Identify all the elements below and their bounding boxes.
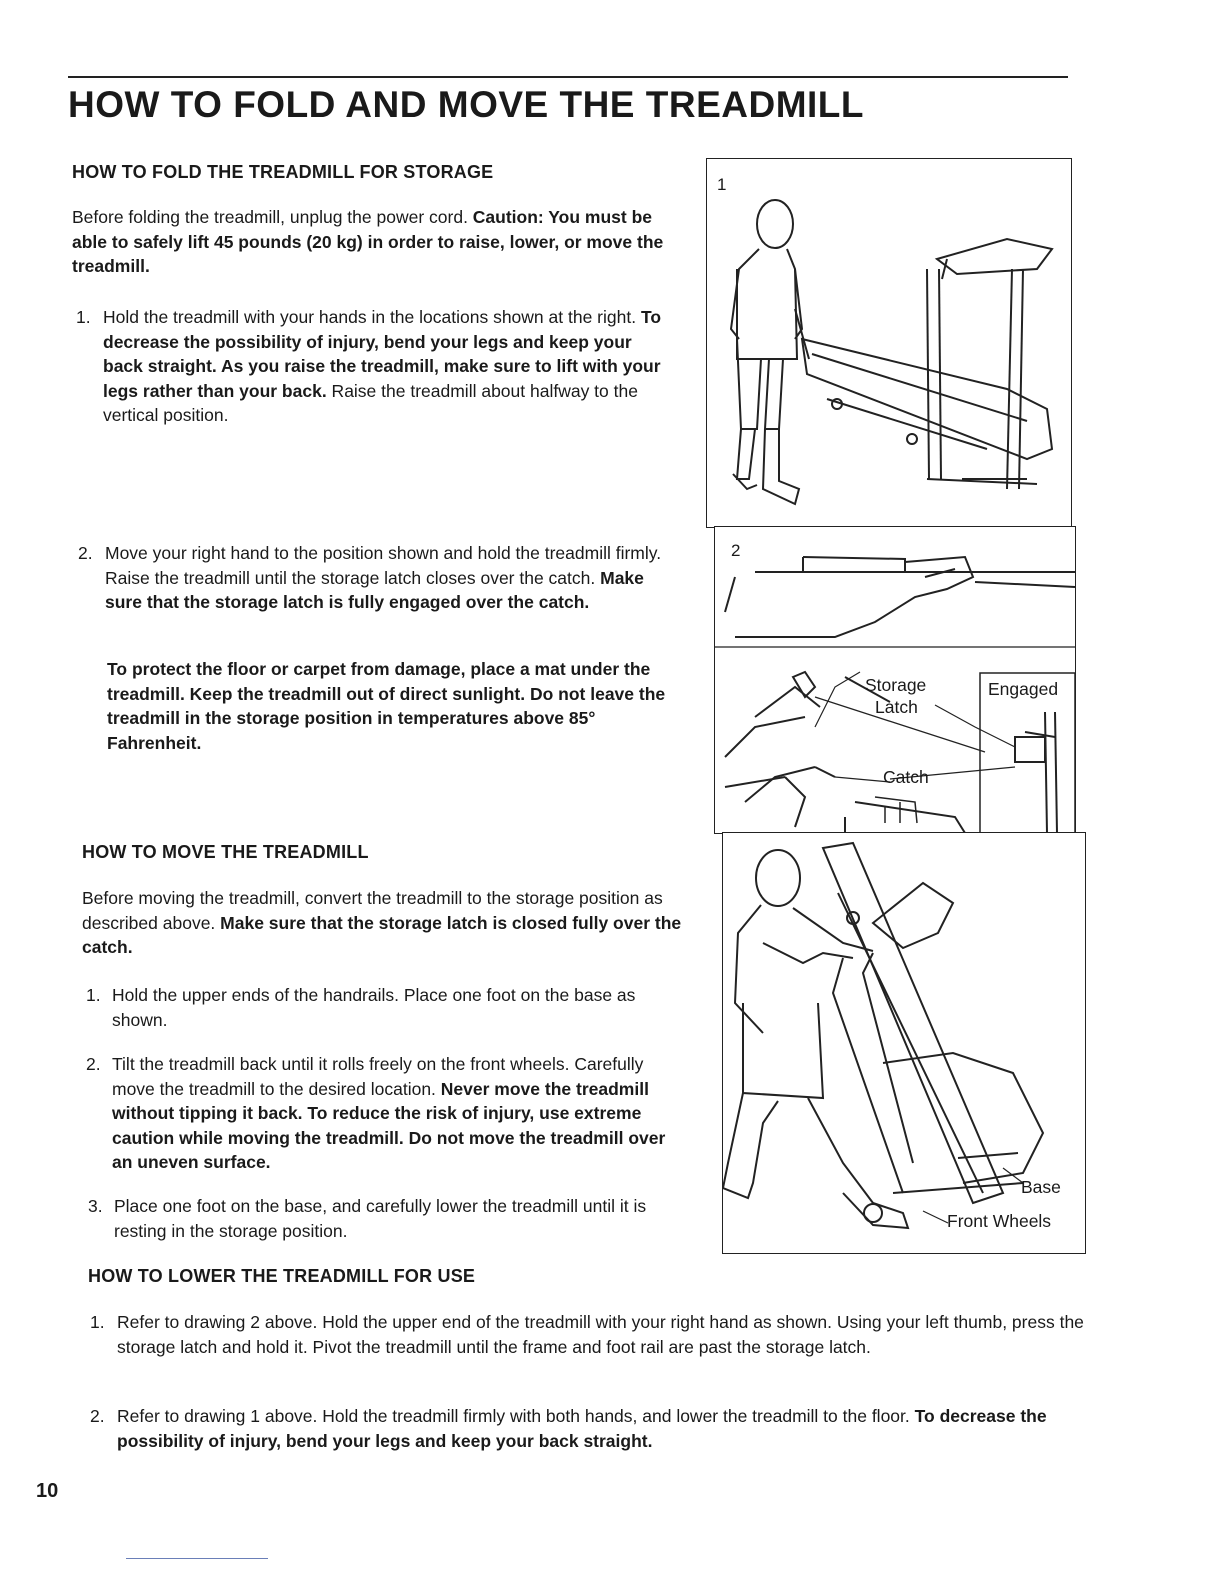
figure-2 xyxy=(714,526,1076,834)
fold-step2 xyxy=(105,541,675,615)
move-intro-bold: Make sure that the storage latch is closed fully over the catch. xyxy=(82,912,682,957)
fold-step1-number: 1. xyxy=(76,307,91,327)
move-step2-number: 2. xyxy=(86,1054,101,1074)
label-engaged: Engaged xyxy=(988,679,1059,699)
fold-step1 xyxy=(103,305,673,428)
label-latch: Latch xyxy=(875,697,918,717)
page-title: HOW TO FOLD AND MOVE THE TREADMILL xyxy=(68,84,865,125)
lower-heading: HOW TO LOWER THE TREADMILL FOR USE xyxy=(88,1266,476,1286)
lower-step2-b: To decrease the possibility of injury, bend your legs and keep your back straight. xyxy=(117,1406,1047,1451)
lower-step2-a: Refer to drawing 1 above. Hold the treadmill firmly with both hands, and lower the treadmill to the floor. xyxy=(117,1406,915,1426)
fold-step2-number: 2. xyxy=(78,543,93,563)
figure-1 xyxy=(706,158,1072,528)
move-step2-a: Tilt the treadmill back until it rolls freely on the front wheels. Carefully move the treadmill to the desired location. xyxy=(112,1054,644,1099)
fold-intro xyxy=(72,205,672,279)
move-intro-normal: Before moving the treadmill, convert the treadmill to the storage position as described above. xyxy=(82,888,663,933)
label-storage: Storage xyxy=(865,675,927,695)
fold-intro-caution: Caution: You must be able to safely lift 45 pounds (20 kg) in order to raise, lower, or move the treadmill. xyxy=(72,207,664,276)
fold-intro-normal: Before folding the treadmill, unplug the power cord. xyxy=(72,207,473,227)
label-catch: Catch xyxy=(883,767,929,787)
header-rule xyxy=(68,76,1068,78)
move-intro xyxy=(82,886,682,960)
fold-step2-a: Move your right hand to the position shown and hold the treadmill firmly. Raise the treadmill until the storage latch closes over the catch. xyxy=(105,543,662,588)
lower-step1-number: 1. xyxy=(90,1312,105,1332)
figure-3 xyxy=(722,832,1086,1254)
move-step2-b: Never move the treadmill without tipping it back. To reduce the risk of injury, use extreme caution while moving the treadmill. Do not move the treadmill over an uneven surface. xyxy=(112,1078,666,1172)
page-number: 10 xyxy=(36,1480,59,1502)
move-step3-number: 3. xyxy=(88,1196,103,1216)
lower-step2-number: 2. xyxy=(90,1406,105,1426)
move-step1: Hold the upper ends of the handrails. Place one foot on the base as shown. xyxy=(112,985,636,1030)
fold-step1-c: Raise the treadmill about halfway to the vertical position. xyxy=(103,380,638,425)
fold-step2-b: Make sure that the storage latch is fully engaged over the catch. xyxy=(105,567,644,612)
fold-heading: HOW TO FOLD THE TREADMILL FOR STORAGE xyxy=(72,162,494,182)
label-front-wheels: Front Wheels xyxy=(947,1211,1052,1231)
label-base: Base xyxy=(1021,1177,1061,1197)
move-step2 xyxy=(112,1052,687,1175)
move-step3: Place one foot on the base, and carefully lower the treadmill until it is resting in the storage position. xyxy=(114,1196,647,1241)
footer-line xyxy=(126,1558,268,1559)
figure-1-number: 1 xyxy=(717,175,727,194)
move-step1-number: 1. xyxy=(86,985,101,1005)
figure-2-number: 2 xyxy=(731,541,741,560)
fold-step1-a: Hold the treadmill with your hands in the locations shown at the right. xyxy=(103,307,641,327)
fold-warning: To protect the floor or carpet from damage, place a mat under the treadmill. Keep the treadmill out of direct sunlight. Do not leave the treadmill in the storage position in temperatures above 85° Fahrenheit. xyxy=(107,659,666,753)
lower-step2 xyxy=(117,1404,1087,1453)
lower-step1: Refer to drawing 2 above. Hold the upper end of the treadmill with your right hand as shown. Using your left thumb, press the storage latch and hold it. Pivot the treadmill until the frame and foot rail are past the storage latch. xyxy=(117,1312,1084,1357)
move-heading: HOW TO MOVE THE TREADMILL xyxy=(82,842,369,862)
figure-1-illustration xyxy=(707,159,1071,527)
fold-step1-b: To decrease the possibility of injury, bend your legs and keep your back straight. As you raise the treadmill, make sure to lift with your legs rather than your back. xyxy=(103,307,662,401)
